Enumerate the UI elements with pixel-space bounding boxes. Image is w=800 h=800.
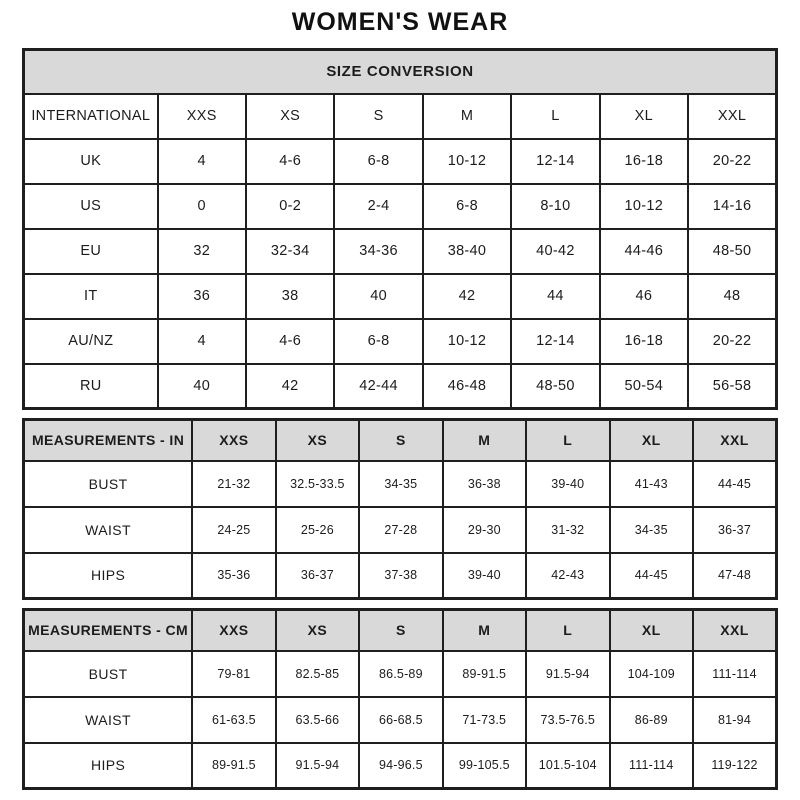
value-cell: 0-2 xyxy=(246,184,334,229)
value-cell: 63.5-66 xyxy=(276,697,359,743)
row-label: BUST xyxy=(24,461,193,507)
table-row xyxy=(24,461,777,507)
row-label: HIPS xyxy=(24,553,193,599)
table-row xyxy=(24,743,777,789)
row-label: WAIST xyxy=(24,507,193,553)
row-label: HIPS xyxy=(24,743,193,789)
value-cell: 36-37 xyxy=(276,553,359,599)
value-cell: 35-36 xyxy=(192,553,275,599)
size-column-header: XXL xyxy=(693,420,777,461)
value-cell: 42 xyxy=(423,274,511,319)
row-label: BUST xyxy=(24,651,193,697)
table-row xyxy=(24,553,777,599)
measurements-in-table xyxy=(22,418,778,600)
value-cell: 44-45 xyxy=(610,553,693,599)
size-column-header: XL xyxy=(600,94,688,139)
value-cell: 24-25 xyxy=(192,507,275,553)
table-row xyxy=(24,697,777,743)
size-column-header: M xyxy=(443,610,526,651)
value-cell: 2-4 xyxy=(334,184,422,229)
value-cell: 40 xyxy=(334,274,422,319)
value-cell: 89-91.5 xyxy=(192,743,275,789)
size-column-header: S xyxy=(334,94,422,139)
value-cell: 36-38 xyxy=(443,461,526,507)
value-cell: 50-54 xyxy=(600,364,688,409)
value-cell: 48 xyxy=(688,274,776,319)
value-cell: 82.5-85 xyxy=(276,651,359,697)
value-cell: 20-22 xyxy=(688,319,776,364)
measurements-cm-header-row xyxy=(24,610,777,651)
measurements-cm-table xyxy=(22,608,778,790)
table-row xyxy=(24,184,777,229)
value-cell: 12-14 xyxy=(511,319,599,364)
value-cell: 42-44 xyxy=(334,364,422,409)
size-conversion-header-row xyxy=(24,94,777,139)
value-cell: 34-35 xyxy=(359,461,442,507)
value-cell: 38-40 xyxy=(423,229,511,274)
value-cell: 6-8 xyxy=(334,319,422,364)
size-conversion-title-row xyxy=(24,50,777,94)
value-cell: 16-18 xyxy=(600,319,688,364)
size-column-header: XL xyxy=(610,610,693,651)
size-column-header: XXS xyxy=(158,94,246,139)
size-conversion-title: SIZE CONVERSION xyxy=(24,50,777,94)
value-cell: 119-122 xyxy=(693,743,777,789)
value-cell: 40 xyxy=(158,364,246,409)
value-cell: 42 xyxy=(246,364,334,409)
value-cell: 86-89 xyxy=(610,697,693,743)
value-cell: 36 xyxy=(158,274,246,319)
value-cell: 4-6 xyxy=(246,319,334,364)
value-cell: 79-81 xyxy=(192,651,275,697)
value-cell: 38 xyxy=(246,274,334,319)
value-cell: 61-63.5 xyxy=(192,697,275,743)
size-column-header: M xyxy=(443,420,526,461)
row-label: WAIST xyxy=(24,697,193,743)
size-conversion-body xyxy=(24,139,777,409)
value-cell: 4-6 xyxy=(246,139,334,184)
value-cell: 104-109 xyxy=(610,651,693,697)
value-cell: 89-91.5 xyxy=(443,651,526,697)
value-cell: 4 xyxy=(158,139,246,184)
row-label: AU/NZ xyxy=(24,319,158,364)
value-cell: 101.5-104 xyxy=(526,743,609,789)
value-cell: 14-16 xyxy=(688,184,776,229)
value-cell: 44 xyxy=(511,274,599,319)
table-row xyxy=(24,651,777,697)
value-cell: 46 xyxy=(600,274,688,319)
value-cell: 20-22 xyxy=(688,139,776,184)
table-row xyxy=(24,229,777,274)
size-column-header: S xyxy=(359,610,442,651)
measurements-in-body xyxy=(24,461,777,599)
value-cell: 10-12 xyxy=(423,319,511,364)
value-cell: 34-35 xyxy=(610,507,693,553)
row-label: US xyxy=(24,184,158,229)
row-label: IT xyxy=(24,274,158,319)
size-column-header: XXL xyxy=(688,94,776,139)
value-cell: 0 xyxy=(158,184,246,229)
row-group-header: MEASUREMENTS - CM xyxy=(24,610,193,651)
row-group-header: MEASUREMENTS - IN xyxy=(24,420,193,461)
table-row xyxy=(24,507,777,553)
size-column-header: L xyxy=(511,94,599,139)
measurements-cm-body xyxy=(24,651,777,789)
row-label: UK xyxy=(24,139,158,184)
value-cell: 39-40 xyxy=(443,553,526,599)
size-column-header: XXL xyxy=(693,610,777,651)
value-cell: 81-94 xyxy=(693,697,777,743)
row-label: EU xyxy=(24,229,158,274)
size-column-header: XXS xyxy=(192,420,275,461)
value-cell: 4 xyxy=(158,319,246,364)
value-cell: 32-34 xyxy=(246,229,334,274)
value-cell: 111-114 xyxy=(610,743,693,789)
size-column-header: XS xyxy=(276,610,359,651)
size-column-header: L xyxy=(526,420,609,461)
value-cell: 10-12 xyxy=(600,184,688,229)
value-cell: 48-50 xyxy=(511,364,599,409)
value-cell: 48-50 xyxy=(688,229,776,274)
size-conversion-table xyxy=(22,48,778,410)
value-cell: 42-43 xyxy=(526,553,609,599)
value-cell: 44-46 xyxy=(600,229,688,274)
table-row xyxy=(24,319,777,364)
value-cell: 40-42 xyxy=(511,229,599,274)
value-cell: 111-114 xyxy=(693,651,777,697)
value-cell: 16-18 xyxy=(600,139,688,184)
value-cell: 46-48 xyxy=(423,364,511,409)
value-cell: 39-40 xyxy=(526,461,609,507)
measurements-in-header-row xyxy=(24,420,777,461)
value-cell: 41-43 xyxy=(610,461,693,507)
row-label: RU xyxy=(24,364,158,409)
value-cell: 8-10 xyxy=(511,184,599,229)
value-cell: 99-105.5 xyxy=(443,743,526,789)
value-cell: 27-28 xyxy=(359,507,442,553)
size-column-header: XS xyxy=(276,420,359,461)
value-cell: 34-36 xyxy=(334,229,422,274)
value-cell: 47-48 xyxy=(693,553,777,599)
value-cell: 6-8 xyxy=(423,184,511,229)
value-cell: 21-32 xyxy=(192,461,275,507)
value-cell: 44-45 xyxy=(693,461,777,507)
row-group-header: INTERNATIONAL xyxy=(24,94,158,139)
value-cell: 86.5-89 xyxy=(359,651,442,697)
value-cell: 25-26 xyxy=(276,507,359,553)
value-cell: 29-30 xyxy=(443,507,526,553)
table-row xyxy=(24,139,777,184)
size-column-header: XXS xyxy=(192,610,275,651)
size-column-header: M xyxy=(423,94,511,139)
size-column-header: L xyxy=(526,610,609,651)
value-cell: 36-37 xyxy=(693,507,777,553)
size-column-header: XL xyxy=(610,420,693,461)
table-row xyxy=(24,364,777,409)
value-cell: 6-8 xyxy=(334,139,422,184)
size-column-header: XS xyxy=(246,94,334,139)
value-cell: 94-96.5 xyxy=(359,743,442,789)
value-cell: 32.5-33.5 xyxy=(276,461,359,507)
value-cell: 32 xyxy=(158,229,246,274)
value-cell: 66-68.5 xyxy=(359,697,442,743)
value-cell: 91.5-94 xyxy=(526,651,609,697)
page-title: WOMEN'S WEAR xyxy=(291,8,509,36)
value-cell: 91.5-94 xyxy=(276,743,359,789)
size-column-header: S xyxy=(359,420,442,461)
value-cell: 37-38 xyxy=(359,553,442,599)
value-cell: 71-73.5 xyxy=(443,697,526,743)
value-cell: 10-12 xyxy=(423,139,511,184)
value-cell: 31-32 xyxy=(526,507,609,553)
value-cell: 73.5-76.5 xyxy=(526,697,609,743)
value-cell: 12-14 xyxy=(511,139,599,184)
table-row xyxy=(24,274,777,319)
value-cell: 56-58 xyxy=(688,364,776,409)
